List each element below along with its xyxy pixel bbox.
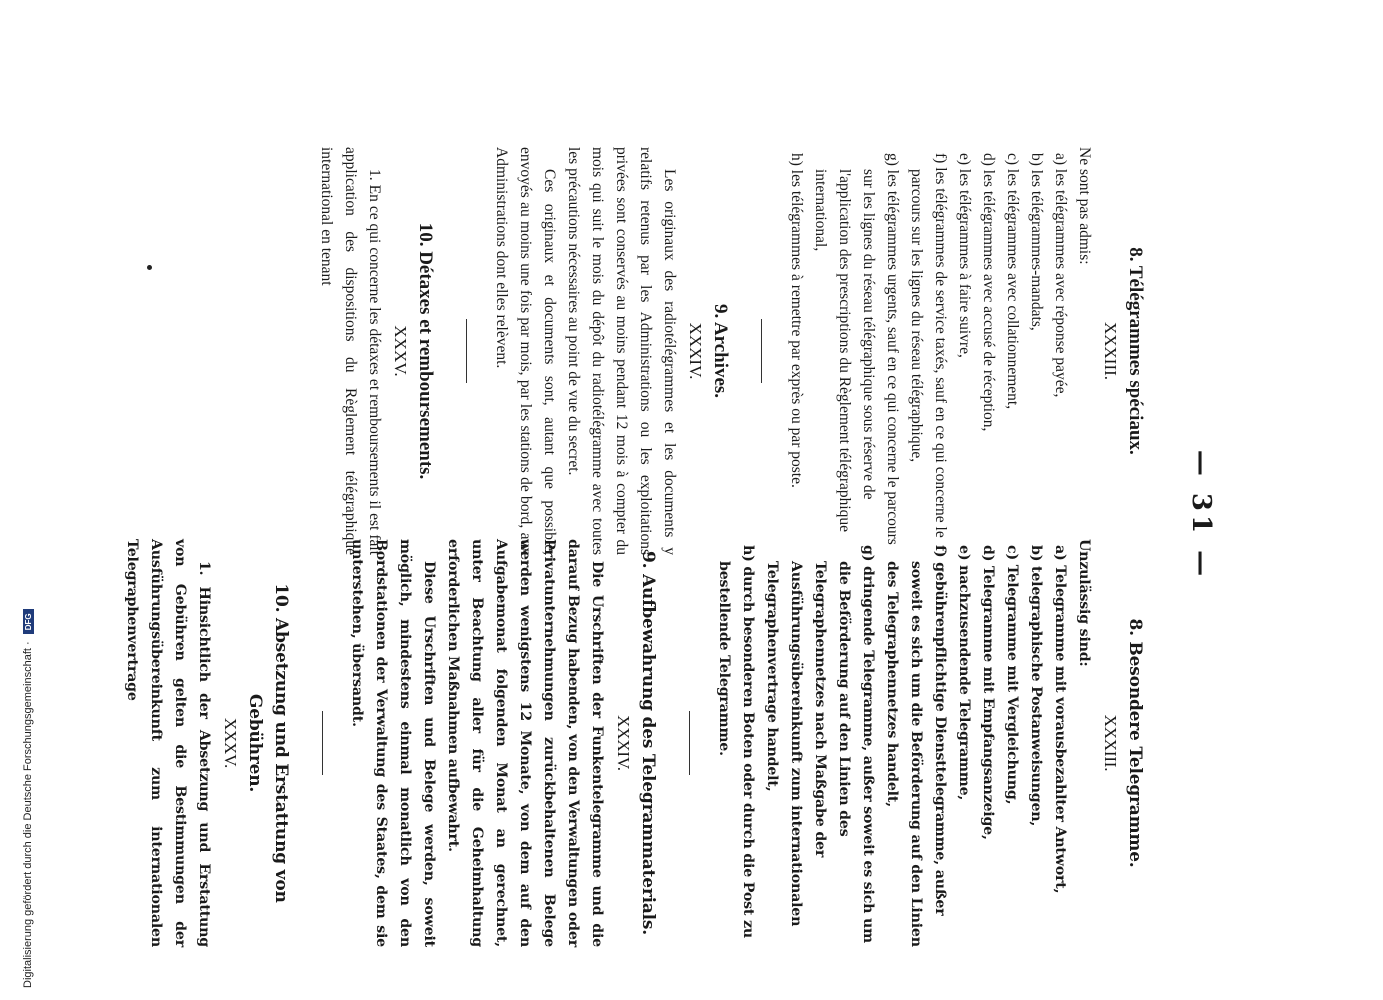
de-s9-paragraph-1: Die Urschriften der Funkentelegramme und die darauf Bezug habenden, von den Verwaltungen oder Privatunternehmungen zurückbehaltenen Belege werden wenigstens 12 Monate, von dem auf den Aufgabemonat folgenden Monat an gerechnet, unter Beachtung aller für die Geheimhaltung erforderlichen Maßnahmen aufbewahrt. bbox=[445, 539, 605, 947]
list-item: a) Telegramme mit vorausbezahlter Antwort, bbox=[1052, 545, 1068, 894]
section-divider bbox=[689, 711, 690, 775]
credit-text: Digitalisierung gefördert durch die Deutsche Forschungsgemeinschaft · bbox=[22, 641, 34, 988]
french-column bbox=[314, 147, 1148, 555]
digitization-credit bbox=[22, 609, 34, 988]
list-item: d) Telegramme mit Empfangsanzeige, bbox=[980, 545, 996, 840]
de-s8-roman: XXXIII. bbox=[1101, 714, 1120, 772]
de-s8-list bbox=[712, 539, 1072, 947]
list-item: e) les télégrammes à faire suivre, bbox=[956, 153, 973, 358]
section-divider bbox=[761, 319, 762, 383]
dfg-logo-icon: DFG bbox=[23, 609, 34, 634]
fr-s9-paragraph-2: Ces originaux et documents sont, autant que possible, envoyés au moins une fois par mois, par les stations de bord, aux Administrations dont elles relèvent. bbox=[493, 147, 558, 555]
list-item: c) Telegramme mit Vergleichung, bbox=[1004, 545, 1020, 805]
de-s9-roman: XXXIV. bbox=[614, 715, 633, 771]
list-item: h) les télégrammes à remettre par exprès ou par poste. bbox=[788, 153, 805, 488]
fr-s9-title: 9. Archives. bbox=[710, 303, 731, 399]
list-item: g) les télégrammes urgents, sauf en ce qui concerne le parcours sur les lignes du réseau télégraphique sous réserve de l'application des prescriptions du Règlement télégraphique international, bbox=[812, 153, 901, 545]
fr-s9-paragraph-1: Les originaux des radiotélégrammes et les documents y relatifs retenus par les Administrations ou les exploitations privées sont conservés au moins pendant 12 mois à compter du mois qui suit le mois du dépôt du radiotélégramme avec toutes les précautions nécessaires au point de vue du secret. bbox=[565, 147, 678, 555]
fr-s8-title: 8. Télégrammes spéciaux. bbox=[1125, 247, 1146, 455]
ink-dot bbox=[147, 265, 152, 270]
de-s10-paragraph-1: 1. Hinsichtlich der Absetzung und Erstattung von Gebühren gelten die Bestimmungen der Ausführungsübereinkunft zum internationalen Telegraphenvertrage bbox=[124, 539, 212, 947]
fr-s8-roman: XXXIII. bbox=[1101, 321, 1120, 381]
de-s9-title: 9. Aufbewahrung des Telegrammaterials. bbox=[638, 551, 658, 935]
list-item: a) les télégrammes avec réponse payée, bbox=[1052, 153, 1069, 398]
section-divider bbox=[466, 319, 467, 383]
list-item: g) dringende Telegramme, außer soweit es sich um die Beförderung auf den Linien des Telegraphennetzes nach Maßgabe der Ausführungsübereinkunft zum internationalen Telegraphenvertrage handelt, bbox=[764, 545, 876, 943]
list-item: f) gebührenpflichtige Diensttelegramme, außer soweit es sich um die Beförderung auf den Linien des Telegraphennetzes handelt, bbox=[884, 545, 948, 947]
fr-s10-title: 10. Détaxes et remboursements. bbox=[415, 222, 436, 480]
list-item: c) les télégrammes avec collationnement, bbox=[1004, 153, 1021, 410]
fr-s8-list bbox=[784, 147, 1072, 555]
list-item: e) nachzusendende Telegramme, bbox=[956, 545, 972, 801]
de-s8-lead: Unzulässig sind: bbox=[1076, 539, 1092, 667]
rotated-page bbox=[124, 95, 1216, 947]
fr-s10-roman: XXXV. bbox=[391, 325, 410, 377]
de-s8-title: 8. Besondere Telegramme. bbox=[1125, 618, 1145, 868]
page-number: — 31 — bbox=[1186, 449, 1216, 581]
list-item: h) durch besonderen Boten oder durch die Post zu bestellende Telegramme. bbox=[716, 545, 756, 938]
list-item: f) les télégrammes de service taxés, sauf en ce qui concerne le parcours sur les lignes du réseau télégraphique, bbox=[908, 153, 949, 538]
fr-s8-lead: Ne sont pas admis: bbox=[1076, 147, 1093, 265]
de-s9-paragraph-2: Diese Urschriften und Belege werden, soweit möglich, mindestens einmal monatlich von den Bordstationen der Verwaltung des Staates, dem sie unterstehen, übersandt. bbox=[349, 539, 437, 947]
fr-s10-paragraph-1: 1. En ce qui concerne les détaxes et remboursements il est fait application des dispositions du Règlement télégraphique international en tenant bbox=[318, 147, 383, 555]
fr-s9-roman: XXXIV. bbox=[686, 322, 705, 380]
list-item: d) les télégrammes avec accusé de réception, bbox=[980, 153, 997, 432]
de-s10-title: 10. Absetzung und Erstattung von Gebühren. bbox=[245, 583, 291, 903]
list-item: b) les télégrammes-mandats, bbox=[1028, 153, 1045, 331]
german-column bbox=[120, 539, 1148, 947]
list-item: b) telegraphische Postanweisungen, bbox=[1028, 545, 1044, 827]
section-divider bbox=[322, 711, 323, 775]
de-s10-roman: XXXV. bbox=[221, 717, 240, 769]
